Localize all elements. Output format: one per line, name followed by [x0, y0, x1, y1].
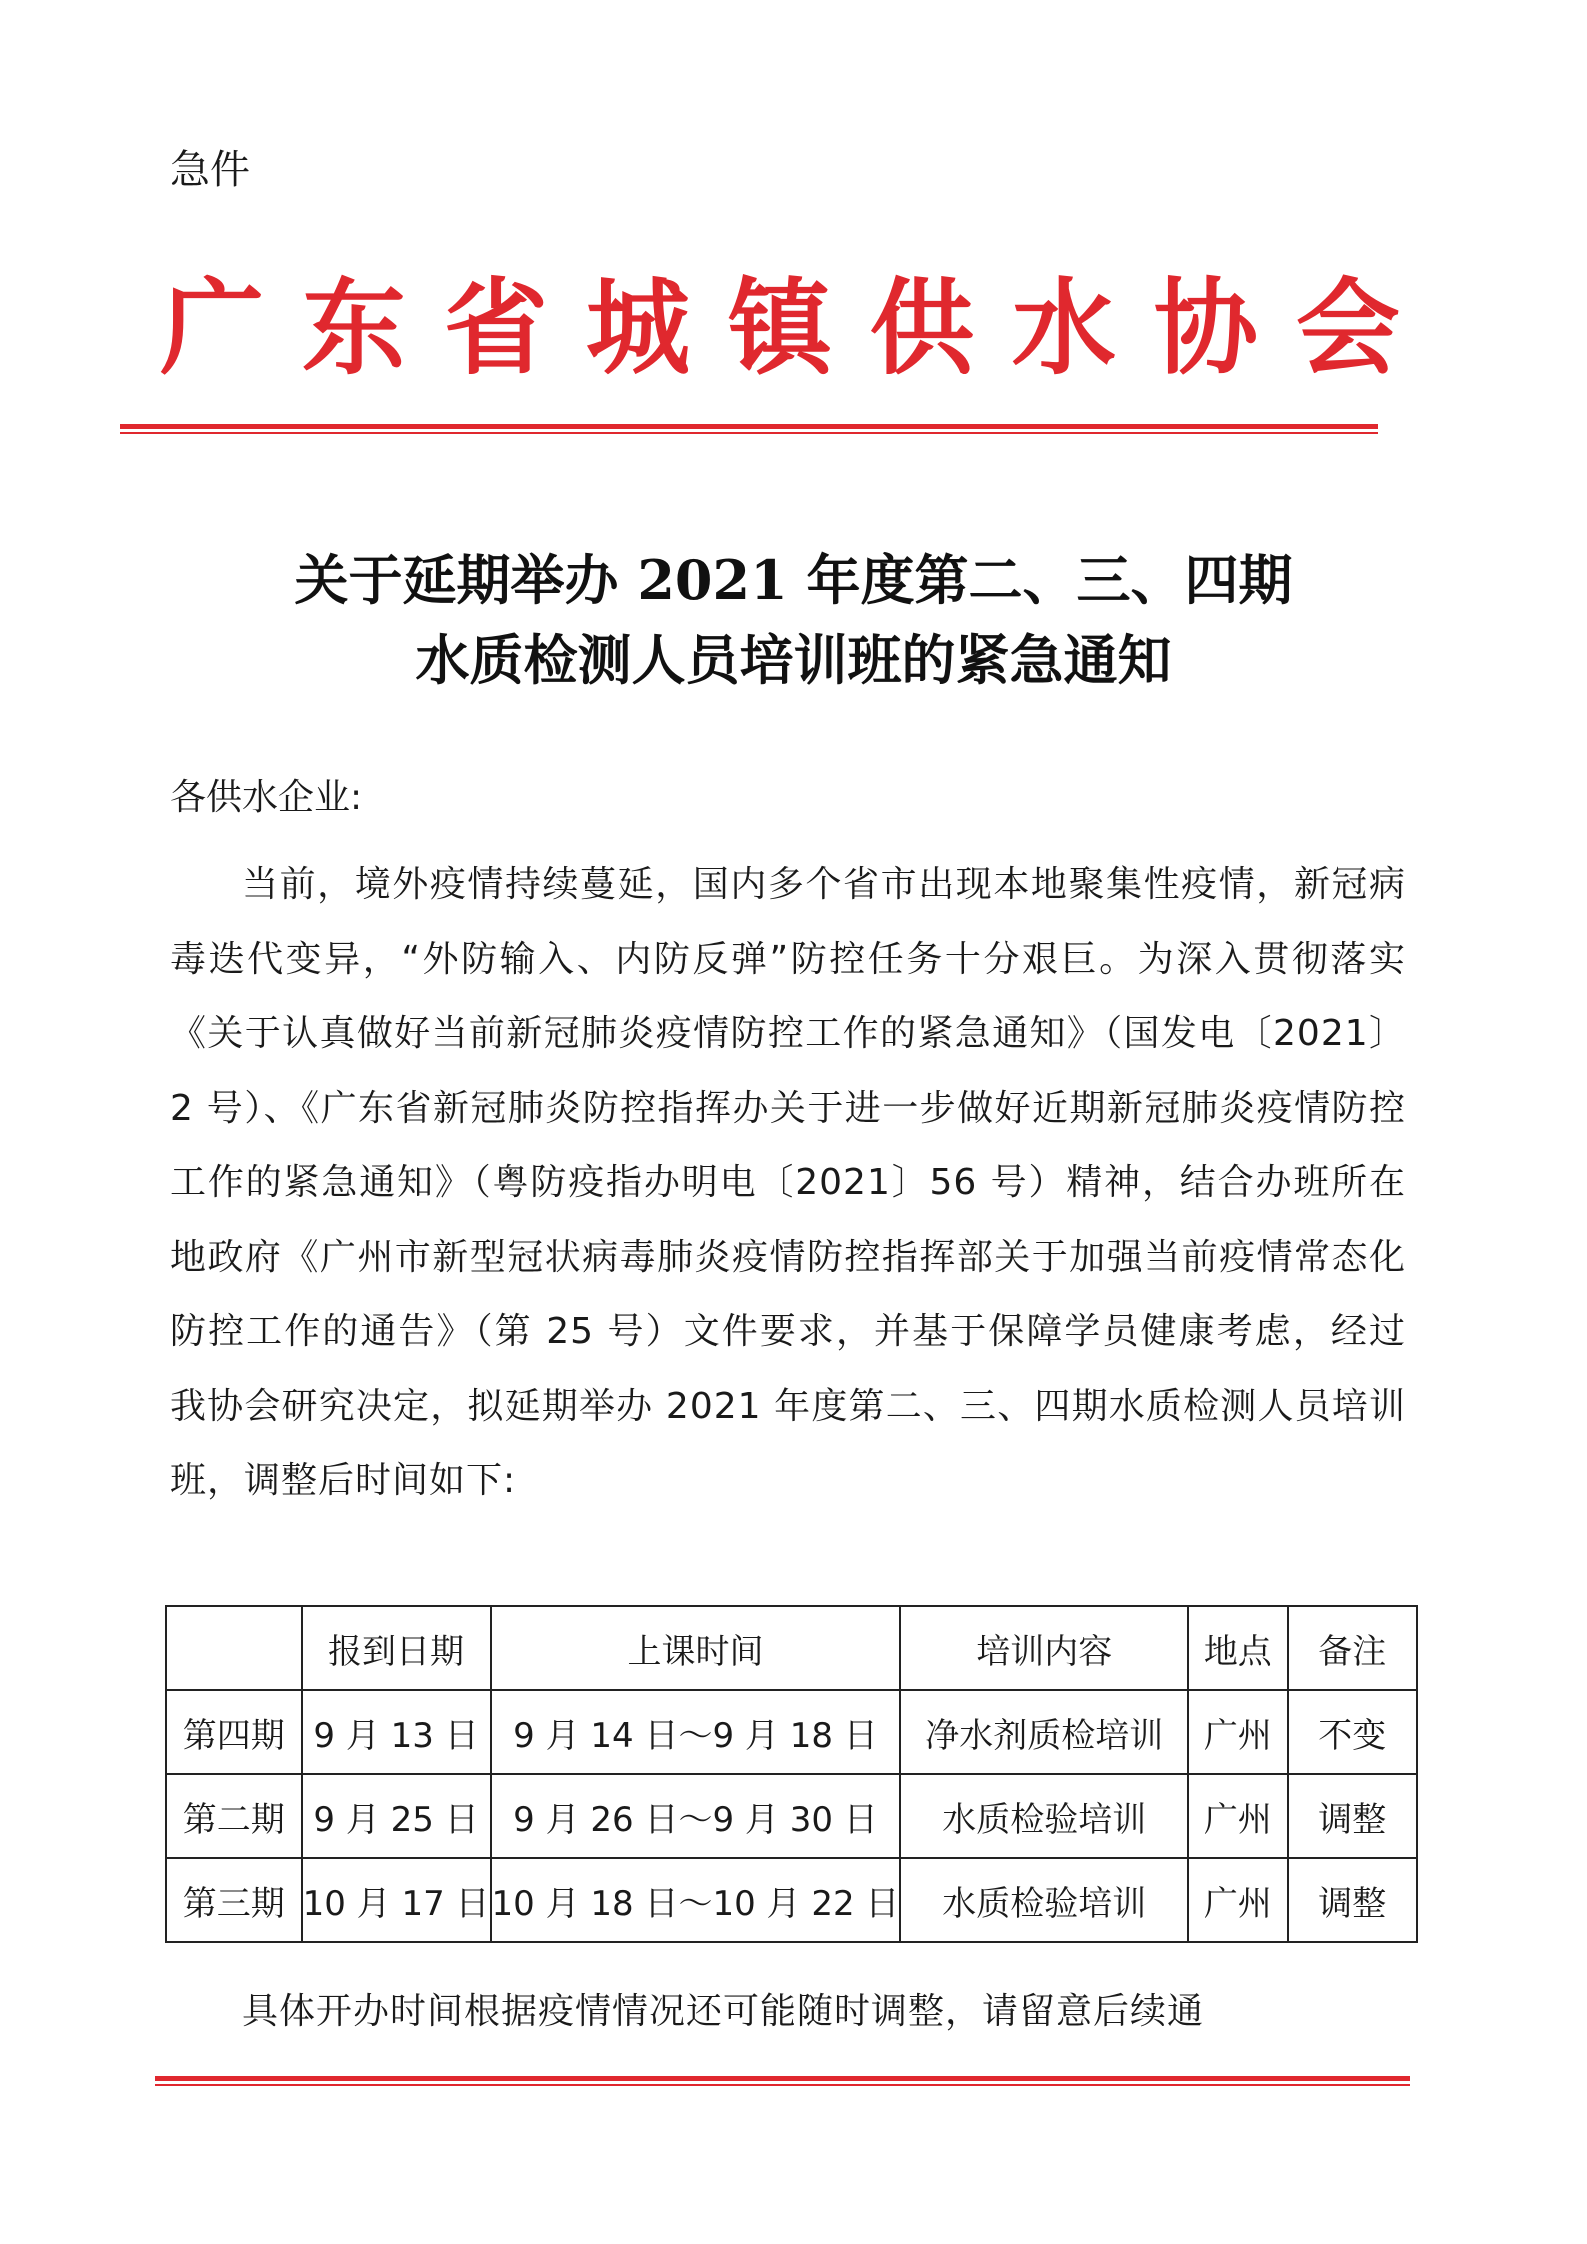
- letterhead-char: 广: [160, 266, 265, 389]
- location-cell: 广州: [1188, 1858, 1287, 1942]
- letterhead-char: 协: [1153, 266, 1258, 389]
- checkin-cell: 9 月 13 日: [302, 1690, 491, 1774]
- remark-cell: 调整: [1288, 1858, 1418, 1942]
- letterhead-char: 会: [1295, 266, 1400, 389]
- document-title-line1: 关于延期举办 2021 年度第二、三、四期: [294, 548, 1293, 612]
- checkin-cell: 10 月 17 日: [302, 1858, 491, 1942]
- letterhead-char: 供: [869, 266, 974, 389]
- header-cell: 备注: [1288, 1606, 1418, 1690]
- footer-divider: [155, 2076, 1410, 2086]
- header-cell: [166, 1606, 302, 1690]
- letterhead-char: 水: [1011, 266, 1116, 389]
- table-row: [166, 1858, 1417, 1942]
- location-cell: 广州: [1188, 1690, 1287, 1774]
- letterhead-char: 镇: [727, 266, 832, 389]
- session-cell: 第二期: [166, 1774, 302, 1858]
- content-cell: 净水剂质检培训: [900, 1690, 1188, 1774]
- checkin-cell: 9 月 25 日: [302, 1774, 491, 1858]
- content-cell: 水质检验培训: [900, 1858, 1188, 1942]
- header-cell: 培训内容: [900, 1606, 1188, 1690]
- closing-paragraph: 具体开办时间根据疫情情况还可能随时调整，请留意后续通: [242, 1991, 1205, 2032]
- session-cell: 第三期: [166, 1858, 302, 1942]
- content-cell: 水质检验培训: [900, 1774, 1188, 1858]
- document-title: [0, 540, 1587, 700]
- letterhead-char: 省: [443, 266, 548, 389]
- table-header-row: [166, 1606, 1417, 1690]
- letterhead-char: 东: [301, 266, 406, 389]
- remark-cell: 调整: [1288, 1774, 1418, 1858]
- letterhead-divider: [120, 424, 1378, 434]
- table-row: [166, 1774, 1417, 1858]
- schedule-table: [165, 1605, 1418, 1943]
- header-cell: 上课时间: [491, 1606, 901, 1690]
- organization-letterhead: [160, 268, 1400, 388]
- body-paragraph: 当前，境外疫情持续蔓延，国内多个省市出现本地聚集性疫情，新冠病毒迭代变异，“外防输入、内防反弹”防控任务十分艰巨。为深入贯彻落实《关于认真做好当前新冠肺炎疫情防控工作的紧急通知》（国发电〔2021〕2 号）、《广东省新冠肺炎防控指挥办关于进一步做好近期新冠肺炎疫情防控工作的紧急通知》（粤防疫指办明电〔2021〕56 号）精神，结合办班所在地政府《广州市新型冠状病毒肺炎疫情防控指挥部关于加强当前疫情常态化防控工作的通告》（第 25 号）文件要求，并基于保障学员健康考虑，经过我协会研究决定，拟延期举办 2021 年度第二、三、四期水质检测人员培训班，调整后时间如下:: [170, 864, 1406, 1501]
- location-cell: 广州: [1188, 1774, 1287, 1858]
- letterhead-char: 城: [585, 266, 690, 389]
- class-time-cell: 9 月 26 日～9 月 30 日: [491, 1774, 901, 1858]
- header-cell: 报到日期: [302, 1606, 491, 1690]
- salutation: 各供水企业:: [170, 777, 363, 818]
- table-row: [166, 1690, 1417, 1774]
- remark-cell: 不变: [1288, 1690, 1418, 1774]
- class-time-cell: 9 月 14 日～9 月 18 日: [491, 1690, 901, 1774]
- document-title-line2: 水质检测人员培训班的紧急通知: [415, 628, 1172, 692]
- session-cell: 第四期: [166, 1690, 302, 1774]
- urgency-label: 急件: [170, 147, 250, 193]
- header-cell: 地点: [1188, 1606, 1287, 1690]
- class-time-cell: 10 月 18 日～10 月 22 日: [491, 1858, 901, 1942]
